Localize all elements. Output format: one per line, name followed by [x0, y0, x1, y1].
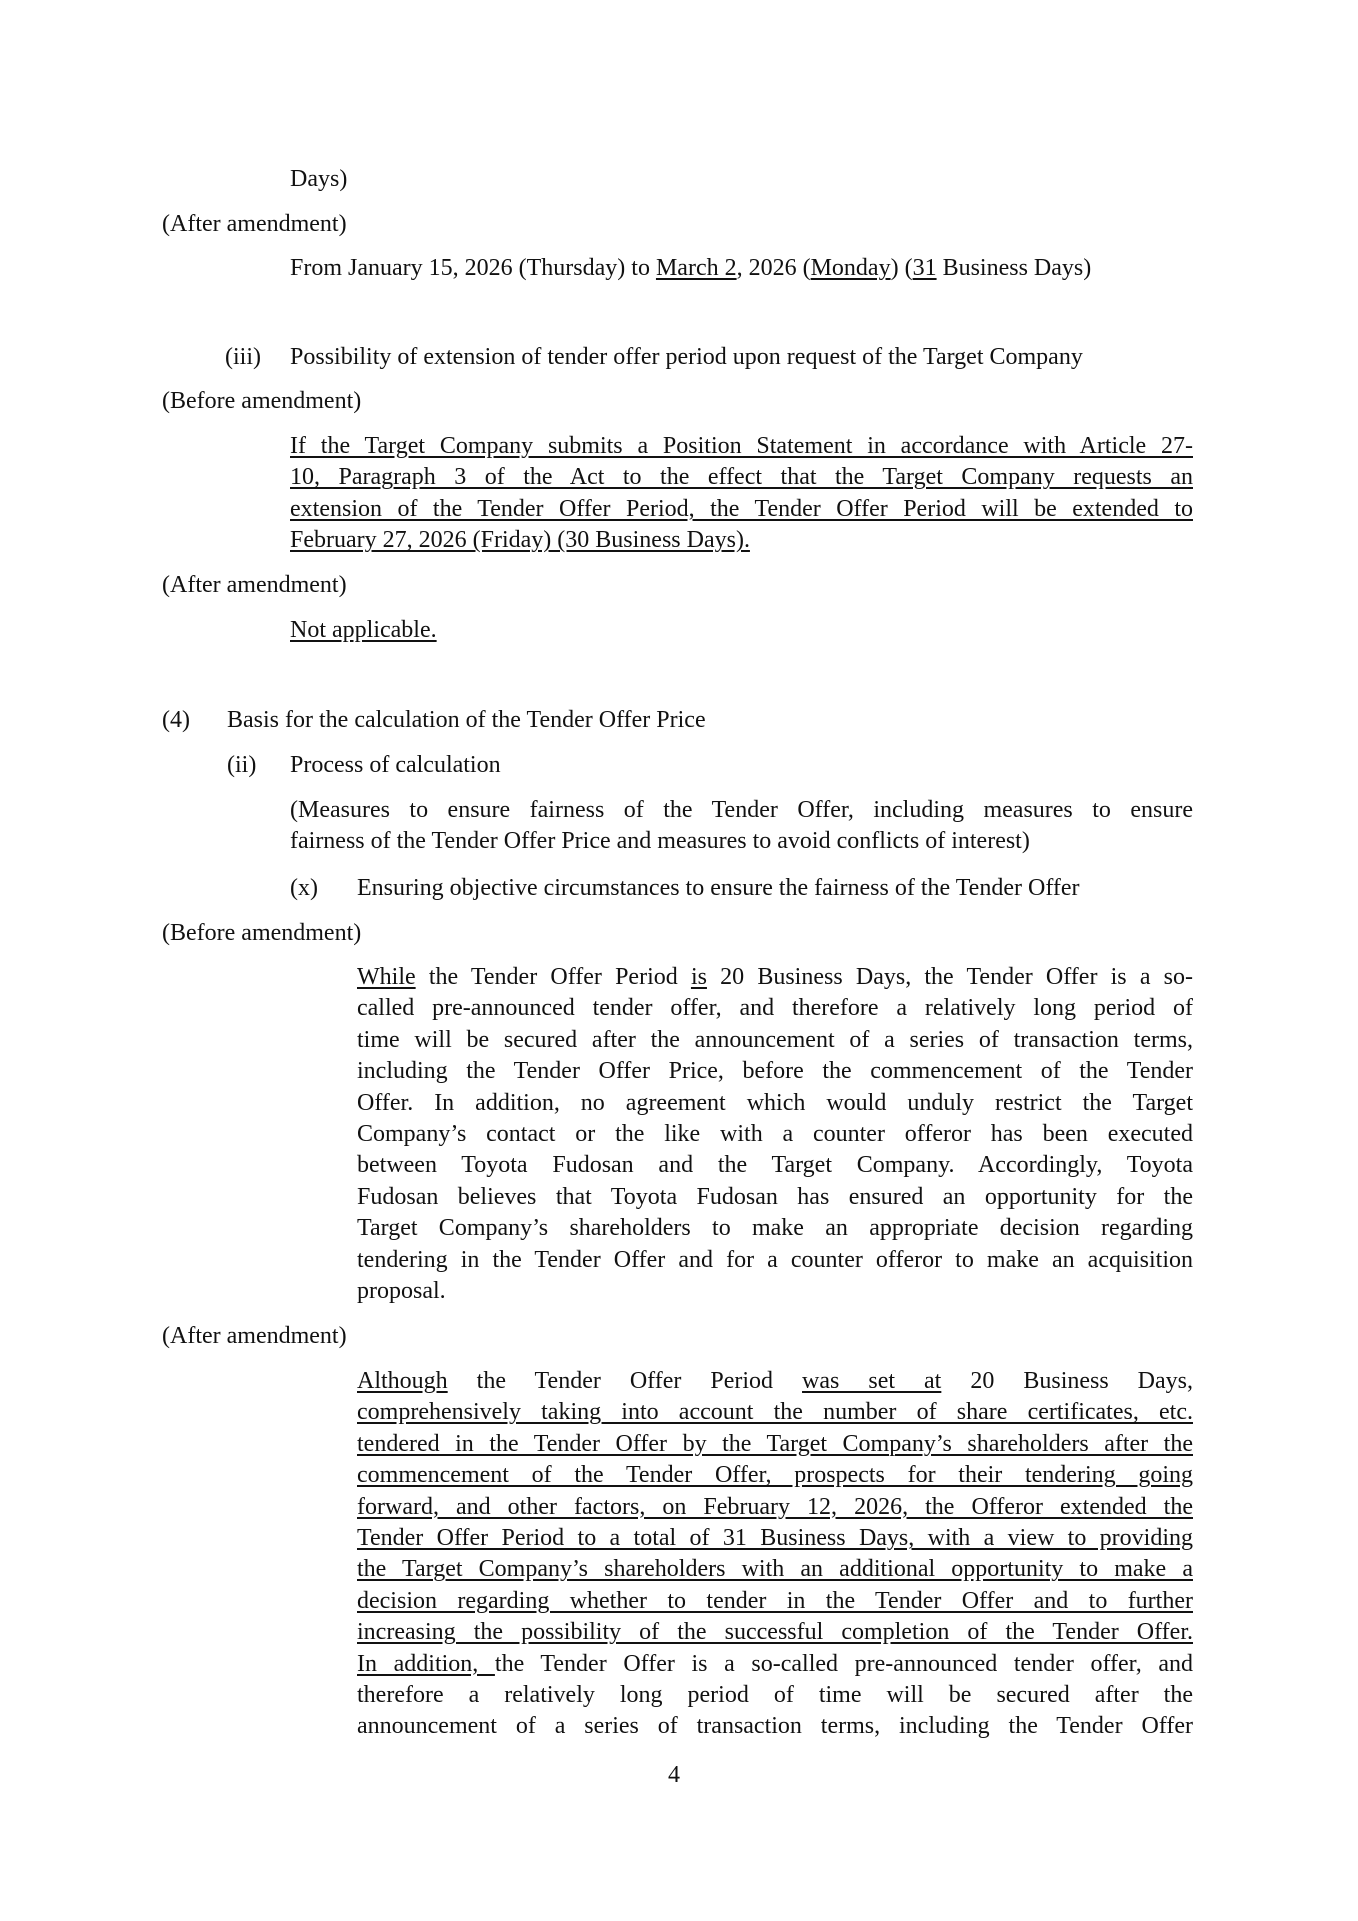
section-4-title: Basis for the calculation of the Tender Offer Price — [227, 707, 706, 733]
section-iii-marker: (iii) — [225, 344, 261, 370]
section-4-before-text: While the Tender Offer Period is 20 Business Days, the Tender Offer is a so- called pre-announced tender offer, and therefore a relatively long period of time will be secured after the announcement of a series of transaction terms, including the Tender Offer Price, before the commencement of the Tender Offer. In addition, no agreement which would unduly restrict the Target Company’s contact or the like with a counter offeror has been executed between Toyota Fudosan and the Target Company. Accordingly, Toyota Fudosan believes that Toyota Fudosan has ensured an opportunity for the Target Company’s shareholders to make an appropriate decision regarding tendering in the Tender Offer and for a counter offeror to make an acquisition proposal. — [357, 964, 1193, 1305]
amended-date: March 2 — [655, 255, 737, 281]
measures-note: (Measures to ensure fairness of the Tender Offer, including measures to ensure fairness of the Tender Offer Price and measures to avoid conflicts of interest) — [290, 797, 1193, 855]
section-iii-title: Possibility of extension of tender offer period upon request of the Target Company — [290, 344, 1083, 370]
item-x-title: Ensuring objective circumstances to ensure the fairness of the Tender Offer — [357, 875, 1080, 901]
after-amendment-label: (After amendment) — [162, 211, 347, 237]
page-number: 4 — [668, 1762, 680, 1788]
section-4-after-text: Although the Tender Offer Period was set at 20 Business Days, comprehensively taking into account the number of share certificates, etc. tendered in the Tender Offer by the Target Company’s shareholders after the commencement of the Tender Offer, prospects for their tendering going forward, and other factors, on February 12, 2026, the Offeror extended the Tender Offer Period to a total of 31 Business Days, with a view to providing the Target Company’s shareholders with an additional opportunity to make a decision regarding whether to tender in the Tender Offer and to further increasing the possibility of the successful completion of the Tender Offer. In addition, the Tender Offer is a so-called pre-announced tender offer, and therefore a relatively long period of time will be secured after the announcement of a series of transaction terms, including the Tender Offer — [357, 1368, 1194, 1740]
section-iii-after-text: Not applicable. — [290, 617, 437, 643]
section-4-marker: (4) — [162, 707, 190, 733]
amended-business-days: 31 — [912, 255, 937, 281]
after-amendment-label: (After amendment) — [162, 572, 347, 598]
subsection-ii-marker: (ii) — [227, 752, 257, 778]
section-iii-before-text: If the Target Company submits a Position Statement in accordance with Article 27- 10, Paragraph 3 of the Act to the effect that the Target Company requests an extension of the Tender Offer Period, the Tender Offer Period will be extended to February 27, 2026 (Friday) (30 Business Days). — [290, 433, 1193, 554]
item-x-marker: (x) — [290, 875, 318, 901]
subsection-ii-title: Process of calculation — [290, 752, 501, 778]
before-amendment-label: (Before amendment) — [162, 388, 362, 414]
after-amendment-period-text: From January 15, 2026 (Thursday) to March 2, 2026 (Monday) (31 Business Days) — [290, 255, 1092, 281]
before-amendment-label: (Before amendment) — [162, 920, 362, 946]
prev-item-tail: Days) — [290, 166, 348, 192]
after-amendment-label: (After amendment) — [162, 1323, 347, 1349]
amended-weekday: Monday — [810, 255, 891, 281]
